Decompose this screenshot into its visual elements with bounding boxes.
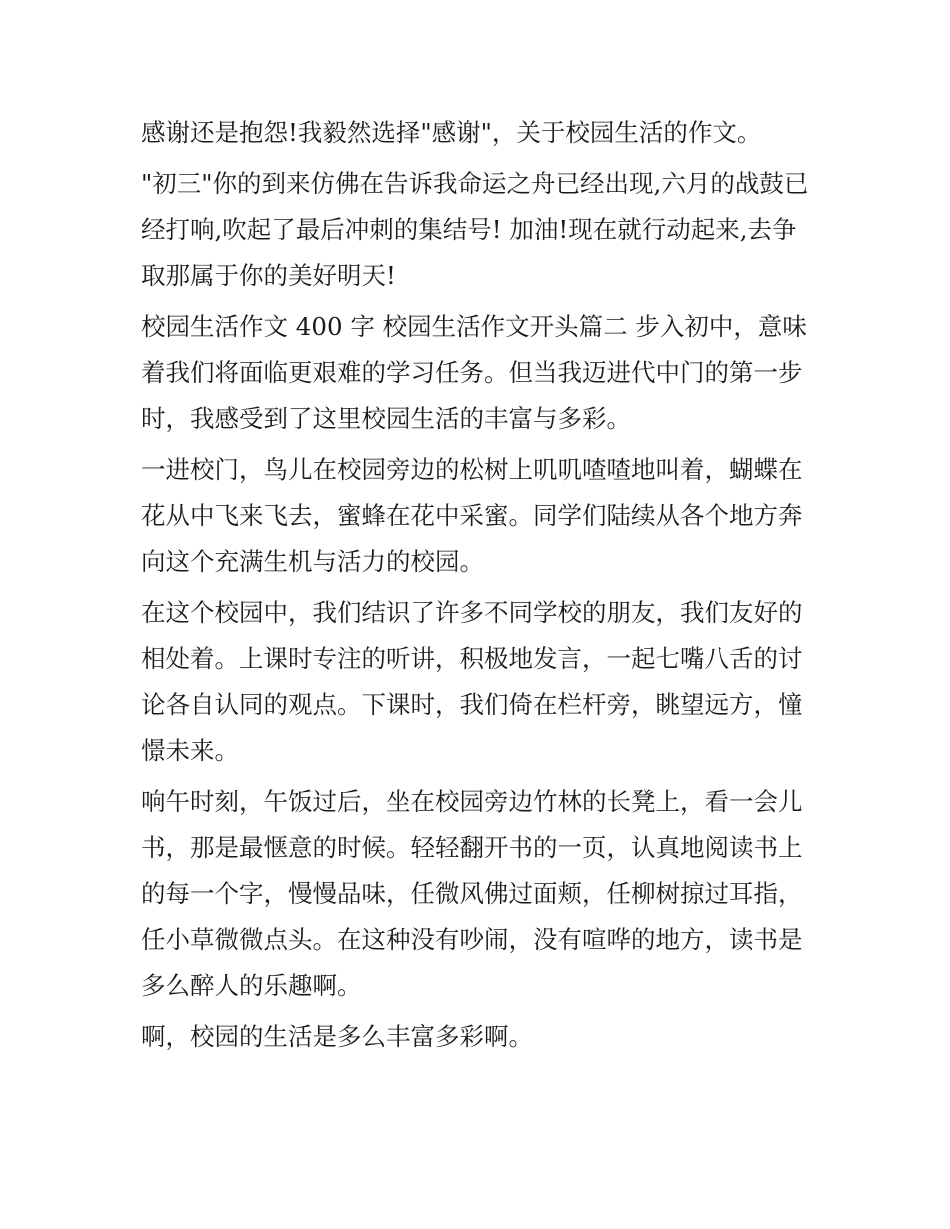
paragraph-3: 校园生活作文 400 字 校园生活作文开头篇二 步入初中，意味着我们将面临更艰难的学习任务。但当我迈进代中门的第一步时，我感受到了这里校园生活的丰富与多彩。: [141, 312, 807, 433]
paragraph-4: 一进校门，鸟儿在校园旁边的松树上叽叽喳喳地叫着，蝴蝶在花从中飞来飞去，蜜蜂在花中采蜜。同学们陆续从各个地方奔向这个充满生机与活力的校园。: [141, 455, 803, 576]
paragraph-6: 响午时刻，午饭过后，坐在校园旁边竹林的长凳上，看一会儿书，那是最惬意的时候。轻轻翻开书的一页，认真地阅读书上的每一个字，慢慢品味，任微风佛过面颊，任柳树掠过耳指，任小草微微点头。在这种没有吵闹，没有喧哗的地方，读书是多么醉人的乐趣啊。: [141, 787, 803, 1000]
paragraph-1: 感谢还是抱怨!我毅然选择"感谢"，关于校园生活的作文。: [141, 118, 762, 147]
paragraph-2: "初三"你的到来仿佛在告诉我命运之舟已经出现,六月的战鼓已经打响,吹起了最后冲刺的集结号! 加油!现在就行动起来,去争取那属于你的美好明天!: [141, 169, 809, 290]
paragraph-5: 在这个校园中，我们结识了许多不同学校的朋友，我们友好的相处着。上课时专注的听讲，积极地发言，一起七嘴八舌的讨论各自认同的观点。下课时，我们倚在栏杆旁，眺望远方，憧憬未来。: [141, 598, 803, 765]
document-body: [141, 110, 813, 1065]
paragraph-7: 啊，校园的生活是多么丰富多彩啊。: [141, 1022, 533, 1051]
